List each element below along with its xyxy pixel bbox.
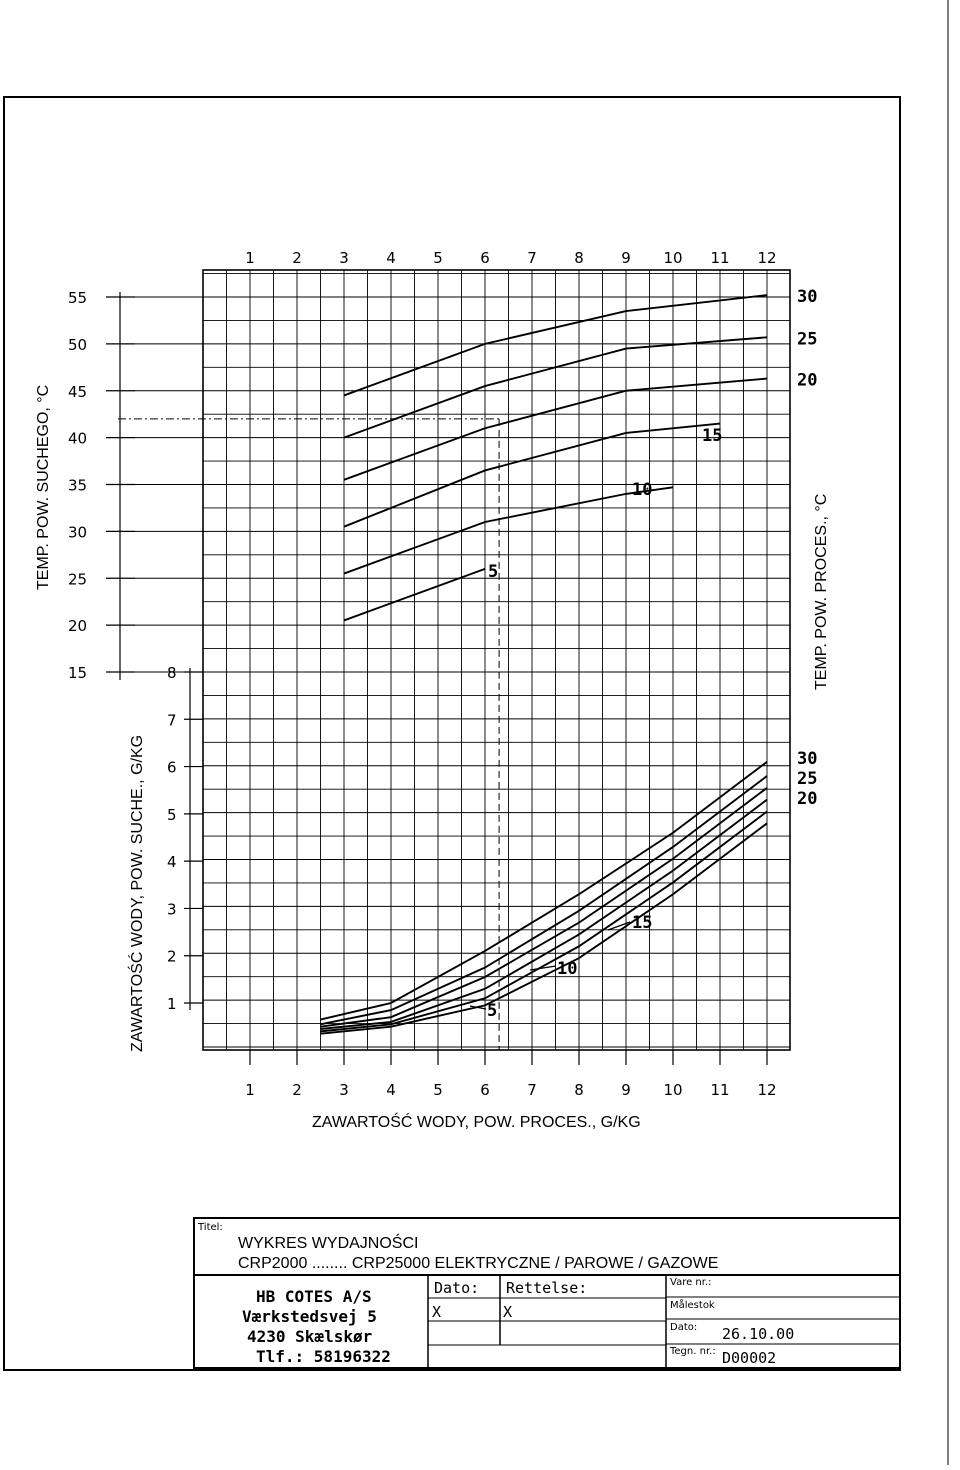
rettelse-value: X bbox=[503, 1303, 513, 1321]
x-tick-label-bottom: 9 bbox=[621, 1081, 631, 1099]
drawing-frame bbox=[4, 97, 900, 1370]
title-label: Titel: bbox=[198, 1222, 223, 1233]
x-tick-label-bottom: 1 bbox=[245, 1081, 255, 1099]
company-phone: Tlf.: 58196322 bbox=[256, 1347, 391, 1366]
x-tick-label-top: 11 bbox=[710, 249, 730, 267]
upper-curve-label-5: 5 bbox=[488, 562, 499, 582]
chart-grid bbox=[203, 270, 790, 1065]
water-content-tick-label: 6 bbox=[167, 758, 177, 777]
dato-value: X bbox=[432, 1303, 442, 1321]
temperature-tick-label: 20 bbox=[68, 617, 88, 636]
upper-curve-label-15: 15 bbox=[702, 426, 723, 446]
upper-curve-label-20: 20 bbox=[797, 370, 818, 391]
x-tick-label-bottom: 10 bbox=[663, 1081, 683, 1099]
rettelse-label: Rettelse: bbox=[506, 1279, 588, 1297]
x-tick-label-bottom: 7 bbox=[527, 1081, 537, 1099]
water-content-tick-label: 5 bbox=[167, 805, 177, 824]
upper-curve-label-30: 30 bbox=[797, 287, 818, 308]
x-tick-label-top: 3 bbox=[339, 249, 349, 267]
y-axis-title-bottom: ZAWARTOŚĆ WODY, POW. SUCHE., G/KG bbox=[129, 734, 146, 1052]
x-tick-label-top: 9 bbox=[621, 249, 631, 267]
temperature-tick-label: 40 bbox=[68, 429, 88, 448]
x-tick-label-top: 10 bbox=[663, 249, 683, 267]
lower-curve-label-10: 10 bbox=[557, 959, 578, 979]
lower-curve-label-25: 25 bbox=[797, 769, 818, 789]
x-tick-label-top: 7 bbox=[527, 249, 537, 267]
water-content-tick-label: 8 bbox=[167, 664, 177, 682]
dato2-label: Dato: bbox=[670, 1322, 698, 1333]
temperature-tick-label: 15 bbox=[68, 664, 88, 682]
lower-series-10 bbox=[321, 811, 768, 1031]
temperature-tick-label: 55 bbox=[68, 289, 88, 307]
temperature-tick-label: 45 bbox=[68, 382, 88, 401]
water-content-tick-label: 2 bbox=[167, 947, 177, 966]
upper-curve-label-10: 10 bbox=[632, 480, 653, 500]
title-line-1: WYKRES WYDAJNOŚCI bbox=[238, 1235, 419, 1252]
x-tick-label-top: 6 bbox=[480, 249, 490, 267]
upper-curve-label-25: 25 bbox=[797, 329, 818, 350]
x-tick-label-top: 12 bbox=[757, 249, 777, 267]
dato-label: Dato: bbox=[434, 1279, 480, 1297]
plot-frame bbox=[203, 270, 790, 1050]
water-content-tick-label: 1 bbox=[167, 995, 177, 1013]
x-tick-label-bottom: 6 bbox=[480, 1081, 490, 1099]
water-content-tick-label: 7 bbox=[167, 711, 177, 730]
water-content-tick-label: 4 bbox=[167, 853, 177, 872]
x-tick-label-bottom: 12 bbox=[757, 1081, 777, 1099]
temperature-tick-label: 25 bbox=[68, 570, 88, 589]
x-tick-label-bottom: 3 bbox=[339, 1081, 349, 1099]
malestok-label: Målestok bbox=[670, 1300, 715, 1311]
lower-series-5 bbox=[321, 823, 768, 1033]
temperature-tick-label: 30 bbox=[68, 523, 88, 542]
drawing-number: D00002 bbox=[722, 1349, 777, 1367]
company-name: HB COTES A/S bbox=[256, 1287, 372, 1306]
lower-series-30 bbox=[321, 762, 768, 1020]
y-axis-title-top: TEMP. POW. SUCHEGO, °C bbox=[35, 384, 52, 590]
x-tick-label-bottom: 4 bbox=[386, 1081, 396, 1099]
title-block bbox=[194, 1218, 900, 1368]
tegn-label: Tegn. nr.: bbox=[670, 1346, 716, 1357]
x-tick-label-bottom: 8 bbox=[574, 1081, 584, 1099]
title-line-2: CRP2000 ........ CRP25000 ELEKTRYCZNE / PAROWE / GAZOWE bbox=[238, 1255, 719, 1272]
lower-series-20 bbox=[321, 788, 768, 1027]
temperature-tick-label: 50 bbox=[68, 335, 88, 354]
y-axis-title-right: TEMP. POW. PROCES., °C bbox=[813, 493, 830, 690]
x-tick-label-bottom: 11 bbox=[710, 1081, 730, 1099]
x-axis-title: ZAWARTOŚĆ WODY, POW. PROCES., G/KG bbox=[312, 1114, 641, 1131]
water-content-tick-label: 3 bbox=[167, 900, 177, 919]
lower-curve-label-15: 15 bbox=[632, 913, 653, 933]
lower-curve-label-5: 5 bbox=[487, 1001, 498, 1021]
date-value: 26.10.00 bbox=[722, 1325, 795, 1343]
x-tick-label-top: 5 bbox=[433, 249, 443, 267]
x-tick-label-top: 4 bbox=[386, 249, 396, 267]
lower-curve-label-20: 20 bbox=[797, 789, 818, 809]
company-street: Værkstedsvej 5 bbox=[242, 1307, 377, 1326]
lower-curve-label-30: 30 bbox=[797, 749, 818, 769]
curves bbox=[118, 287, 817, 1050]
x-tick-label-top: 1 bbox=[245, 249, 255, 267]
temperature-tick-label: 35 bbox=[68, 476, 88, 495]
x-tick-label-bottom: 2 bbox=[292, 1081, 302, 1099]
lower-series-15 bbox=[321, 800, 768, 1029]
x-tick-label-top: 8 bbox=[574, 249, 584, 267]
x-tick-label-top: 2 bbox=[292, 249, 302, 267]
company-city: 4230 Skælskør bbox=[247, 1327, 373, 1346]
vare-label: Vare nr.: bbox=[670, 1277, 712, 1288]
x-tick-label-bottom: 5 bbox=[433, 1081, 443, 1099]
